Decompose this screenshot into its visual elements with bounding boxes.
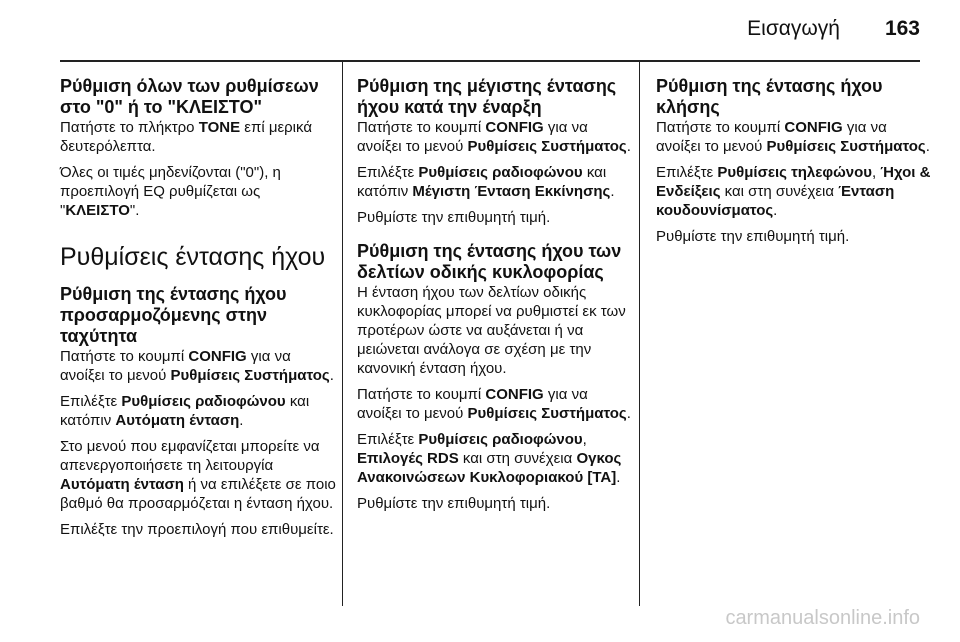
paragraph: Ρυθμίστε την επιθυμητή τιμή.: [656, 228, 850, 245]
watermark: carmanualsonline.info: [725, 607, 920, 629]
paragraph: Πατήστε το κουμπί CONFIG για να ανοίξει το μενού Ρυθμίσεις Συστήματος.: [357, 386, 631, 422]
column-divider: [342, 62, 343, 606]
paragraph: Επιλέξτε Ρυθμίσεις ραδιοφώνου και κατόπιν Μέγιστη Ένταση Εκκίνησης.: [357, 164, 615, 200]
column-1: [60, 68, 337, 546]
section-name: Εισαγωγή: [747, 17, 840, 40]
section-title: Ρύθμιση όλων των ρυθμίσεων στο "0" ή το "ΚΛΕΙΣΤΟ": [60, 76, 319, 117]
paragraph: Στο μενού που εμφανίζεται μπορείτε να απενεργοποιήσετε τη λειτουργία Αυτόματη ένταση ή να επιλέξετε σε ποιο βαθμό θα προσαρμόζεται η ένταση ήχου.: [60, 438, 336, 512]
paragraph: Πατήστε το κουμπί CONFIG για να ανοίξει το μενού Ρυθμίσεις Συστήματος.: [60, 348, 334, 384]
paragraph: Πατήστε το κουμπί CONFIG για να ανοίξει το μενού Ρυθμίσεις Συστήματος.: [656, 119, 930, 155]
paragraph: Ρυθμίστε την επιθυμητή τιμή.: [357, 209, 551, 226]
chapter-heading: Ρυθμίσεις έντασης ήχου: [60, 243, 326, 271]
section-title: Ρύθμιση της έντασης ήχου κλήσης: [656, 76, 883, 117]
paragraph: Επιλέξτε την προεπιλογή που επιθυμείτε.: [60, 521, 334, 538]
section-title: Ρύθμιση της μέγιστης έντασης ήχου κατά την έναρξη: [357, 76, 617, 117]
paragraph: Ρυθμίστε την επιθυμητή τιμή.: [357, 495, 551, 512]
section-title: Ρύθμιση της έντασης ήχου προσαρμοζόμενης στην ταχύτητα: [60, 284, 287, 346]
paragraph: Επιλέξτε Ρυθμίσεις ραδιοφώνου και κατόπιν Αυτόματη ένταση.: [60, 393, 310, 429]
paragraph: Πατήστε το κουμπί CONFIG για να ανοίξει το μενού Ρυθμίσεις Συστήματος.: [357, 119, 631, 155]
paragraph: Όλες οι τιμές μηδενίζονται ("0"), η προεπιλογή EQ ρυθμίζεται ως "ΚΛΕΙΣΤΟ".: [60, 164, 281, 219]
page-header: [0, 0, 960, 58]
paragraph: Επιλέξτε Ρυθμίσεις ραδιοφώνου, Επιλογές RDS και στη συνέχεια Ογκος Ανακοινώσεων Κυκλοφοριακού [TA].: [357, 431, 622, 486]
header-rule: [60, 60, 920, 62]
page-number: 163: [884, 17, 920, 40]
paragraph: Επιλέξτε Ρυθμίσεις τηλεφώνου, Ήχοι & Ενδείξεις και στη συνέχεια Ένταση κουδουνίσματος.: [656, 164, 931, 219]
column-3: [656, 68, 933, 253]
column-divider: [639, 62, 640, 606]
section-title: Ρύθμιση της έντασης ήχου των δελτίων οδικής κυκλοφορίας: [357, 241, 622, 282]
paragraph: Πατήστε το πλήκτρο TONE επί μερικά δευτερόλεπτα.: [60, 119, 312, 155]
column-2: [357, 68, 634, 520]
paragraph: Η ένταση ήχου των δελτίων οδικής κυκλοφορίας μπορεί να ρυθμιστεί εκ των προτέρων ώστε να αυξάνεται ή να μειώνεται ανάλογα σε σχέση με την κανονική ένταση ήχου.: [357, 284, 626, 377]
